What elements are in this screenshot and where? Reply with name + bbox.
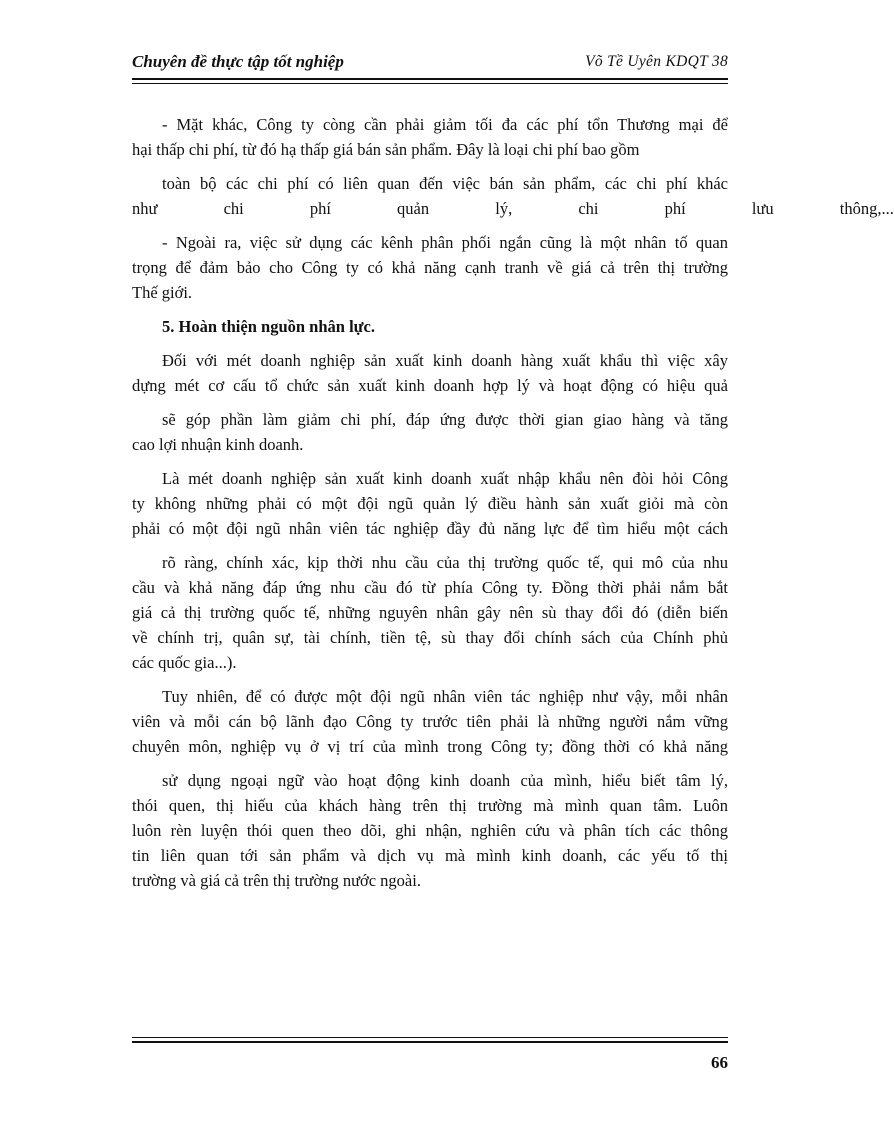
text-line: trường và giá cả trên thị trường nước ngoài. bbox=[132, 871, 421, 890]
text-line: hại thấp chi phí, từ đó hạ thấp giá bán sản phẩm. Đây là loại chi phí bao gồm bbox=[132, 140, 640, 159]
text-line: toàn bộ các chi phí có liên quan đến việc bán sản phẩm, các chi phí khác bbox=[162, 174, 728, 193]
text-line: về chính trị, quân sự, tài chính, tiền tệ, sù thay đổi chính sách của Chính phủ bbox=[132, 628, 728, 647]
paragraph bbox=[132, 407, 728, 457]
section-heading: 5. Hoàn thiện nguồn nhân lực. bbox=[162, 317, 376, 336]
text-line: luôn rèn luyện thói quen theo dõi, ghi nhận, nghiên cứu và phân tích các thông bbox=[132, 821, 728, 840]
text-line: thói quen, thị hiếu của khách hàng trên thị trường mà mình quan tâm. Luôn bbox=[132, 796, 728, 815]
text-line: giá cả thị trường quốc tế, những nguyên nhân gây nên sù thay đổi đó (diễn biến bbox=[132, 603, 728, 622]
text-line: sử dụng ngoại ngữ vào hoạt động kinh doanh của mình, hiểu biết tâm lý, bbox=[162, 771, 728, 790]
paragraph bbox=[132, 466, 728, 541]
text-line: dựng mét cơ cấu tổ chức sản xuất kinh doanh hợp lý và hoạt động có hiệu quả bbox=[132, 376, 728, 395]
page-header bbox=[132, 50, 728, 78]
header-author: Võ Tề Uyên KDQT 38 bbox=[585, 53, 728, 70]
footer-rule-thin bbox=[132, 1037, 728, 1038]
text-line: viên và mỗi cán bộ lãnh đạo Công ty trước tiên phải là những người nắm vững bbox=[132, 712, 728, 731]
text-line: như chi phí quản lý, chi phí lưu thông,... bbox=[132, 199, 894, 218]
text-line: chuyên môn, nghiệp vụ ở vị trí của mình trong Công ty; đồng thời có khả năng bbox=[132, 737, 728, 756]
text-line: - Ngoài ra, việc sử dụng các kênh phân phối ngắn cũng là một nhân tố quan bbox=[162, 233, 728, 252]
paragraph bbox=[132, 768, 728, 893]
text-line: cao lợi nhuận kinh doanh. bbox=[132, 435, 304, 454]
text-line: tin liên quan tới sản phẩm và dịch vụ mà mình kinh doanh, các yếu tố thị bbox=[132, 846, 728, 865]
footer-rule-thick bbox=[132, 1041, 728, 1043]
paragraph bbox=[132, 112, 728, 162]
text-line: Là mét doanh nghiệp sản xuất kinh doanh xuất nhập khẩu nên đòi hỏi Công bbox=[162, 469, 728, 488]
paragraph bbox=[132, 171, 894, 221]
text-line: rõ ràng, chính xác, kịp thời nhu cầu của thị trường quốc tế, qui mô của nhu bbox=[162, 553, 728, 572]
text-line: - Mặt khác, Công ty còng cần phải giảm tối đa các phí tổn Thương mại để bbox=[162, 115, 728, 134]
text-line: Thế giới. bbox=[132, 283, 193, 302]
text-line: phải có một đội ngũ nhân viên tác nghiệp đầy đủ năng lực để tìm hiểu một cách bbox=[132, 519, 728, 538]
text-line: các quốc gia...). bbox=[132, 653, 237, 672]
text-line: Đối với mét doanh nghiệp sản xuất kinh doanh hàng xuất khẩu thì việc xây bbox=[162, 351, 728, 370]
paragraph bbox=[132, 550, 728, 675]
text-line: sẽ góp phần làm giảm chi phí, đáp ứng được thời gian giao hàng và tăng bbox=[162, 410, 728, 429]
header-title: Chuyên đề thực tập tốt nghiệp bbox=[132, 52, 344, 71]
header-rule-thin bbox=[132, 83, 728, 84]
paragraph bbox=[132, 230, 728, 305]
page-number: 66 bbox=[711, 1053, 728, 1072]
header-rule-thick bbox=[132, 78, 728, 80]
paragraph bbox=[132, 684, 728, 759]
paragraph bbox=[132, 348, 728, 398]
text-line: ty không những phải có một đội ngũ quản lý điều hành sản xuất giỏi mà còn bbox=[132, 494, 728, 513]
document-body bbox=[132, 112, 894, 902]
text-line: trọng để đảm bảo cho Công ty có khả năng cạnh tranh về giá cả trên thị trường bbox=[132, 258, 728, 277]
text-line: Tuy nhiên, để có được một đội ngũ nhân viên tác nghiệp như vậy, mỗi nhân bbox=[162, 687, 728, 706]
text-line: cầu và khả năng đáp ứng nhu cầu đó từ phía Công ty. Đồng thời phải nắm bắt bbox=[132, 578, 728, 597]
